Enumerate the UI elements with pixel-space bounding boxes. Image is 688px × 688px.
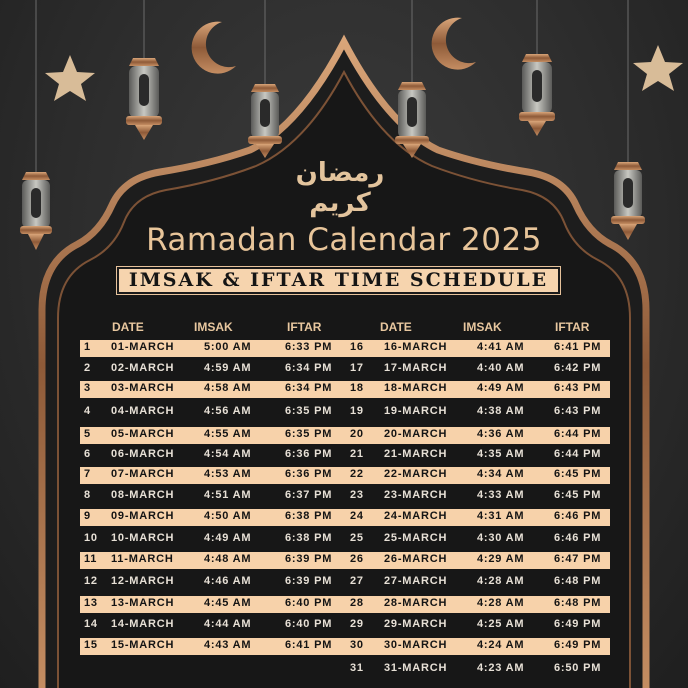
- right-date-cell: 22-MARCH: [384, 468, 448, 480]
- right-imsak-cell: 4:38 AM: [477, 405, 525, 417]
- right-day-number-cell: 20: [350, 428, 364, 440]
- right-iftar-cell: 6:41 PM: [554, 341, 602, 353]
- left-date-cell: 14-MARCH: [111, 618, 175, 630]
- left-iftar-cell: 6:41 PM: [285, 639, 333, 651]
- left-imsak-cell: 4:45 AM: [204, 597, 252, 609]
- left-imsak-cell: 4:50 AM: [204, 510, 252, 522]
- left-day-number-cell: 13: [84, 597, 98, 609]
- left-date-cell: 03-MARCH: [111, 382, 175, 394]
- left-imsak-cell: 4:55 AM: [204, 428, 252, 440]
- right-iftar-cell: 6:48 PM: [554, 575, 602, 587]
- page-title: Ramadan Calendar 2025: [146, 222, 542, 258]
- table-row: [80, 381, 610, 398]
- right-day-number-cell: 27: [350, 575, 364, 587]
- left-imsak-cell: 4:59 AM: [204, 362, 252, 374]
- right-iftar-cell: 6:46 PM: [554, 532, 602, 544]
- right-imsak-cell: 4:49 AM: [477, 382, 525, 394]
- left-date-cell: 05-MARCH: [111, 428, 175, 440]
- header-date-right: DATE: [380, 320, 412, 334]
- table-row: [80, 531, 610, 548]
- right-imsak-cell: 4:33 AM: [477, 489, 525, 501]
- left-day-number-cell: 2: [84, 362, 91, 374]
- right-date-cell: 21-MARCH: [384, 448, 448, 460]
- left-date-cell: 13-MARCH: [111, 597, 175, 609]
- right-day-number-cell: 16: [350, 341, 364, 353]
- left-iftar-cell: 6:40 PM: [285, 597, 333, 609]
- right-date-cell: 24-MARCH: [384, 510, 448, 522]
- left-iftar-cell: 6:36 PM: [285, 468, 333, 480]
- left-day-number-cell: 14: [84, 618, 98, 630]
- table-row: [80, 404, 610, 421]
- table-row: [80, 467, 610, 484]
- right-imsak-cell: 4:35 AM: [477, 448, 525, 460]
- lantern-icon: [611, 0, 645, 240]
- left-date-cell: 12-MARCH: [111, 575, 175, 587]
- right-iftar-cell: 6:49 PM: [554, 618, 602, 630]
- right-day-number-cell: 30: [350, 639, 364, 651]
- right-iftar-cell: 6:44 PM: [554, 428, 602, 440]
- left-iftar-cell: 6:39 PM: [285, 553, 333, 565]
- right-iftar-cell: 6:43 PM: [554, 382, 602, 394]
- left-date-cell: 01-MARCH: [111, 341, 175, 353]
- left-day-number-cell: 12: [84, 575, 98, 587]
- star-icon: [633, 45, 683, 91]
- table-row: [80, 638, 610, 655]
- lantern-icon: [20, 0, 52, 250]
- right-imsak-cell: 4:30 AM: [477, 532, 525, 544]
- right-date-cell: 23-MARCH: [384, 489, 448, 501]
- left-day-number-cell: 5: [84, 428, 91, 440]
- subtitle-banner: [117, 267, 560, 294]
- left-day-number-cell: 6: [84, 448, 91, 460]
- lantern-icon: [248, 0, 282, 158]
- right-day-number-cell: 19: [350, 405, 364, 417]
- right-date-cell: 26-MARCH: [384, 553, 448, 565]
- table-row: [80, 596, 610, 613]
- table-row: [80, 661, 610, 678]
- left-day-number-cell: 10: [84, 532, 98, 544]
- left-day-number-cell: 7: [84, 468, 91, 480]
- right-iftar-cell: 6:46 PM: [554, 510, 602, 522]
- right-iftar-cell: 6:47 PM: [554, 553, 602, 565]
- left-imsak-cell: 4:44 AM: [204, 618, 252, 630]
- table-row: [80, 574, 610, 591]
- left-imsak-cell: 4:51 AM: [204, 489, 252, 501]
- right-day-number-cell: 31: [350, 662, 364, 674]
- left-iftar-cell: 6:35 PM: [285, 405, 333, 417]
- left-imsak-cell: 5:00 AM: [204, 341, 252, 353]
- table-row: [80, 488, 610, 505]
- left-iftar-cell: 6:35 PM: [285, 428, 333, 440]
- right-date-cell: 25-MARCH: [384, 532, 448, 544]
- left-iftar-cell: 6:38 PM: [285, 532, 333, 544]
- right-date-cell: 16-MARCH: [384, 341, 448, 353]
- table-row: [80, 552, 610, 569]
- table-row: [80, 447, 610, 464]
- right-day-number-cell: 23: [350, 489, 364, 501]
- left-day-number-cell: 15: [84, 639, 98, 651]
- left-date-cell: 04-MARCH: [111, 405, 175, 417]
- left-date-cell: 10-MARCH: [111, 532, 175, 544]
- left-date-cell: 06-MARCH: [111, 448, 175, 460]
- right-date-cell: 17-MARCH: [384, 362, 448, 374]
- right-imsak-cell: 4:24 AM: [477, 639, 525, 651]
- crescent-moon-icon: [192, 22, 236, 74]
- right-date-cell: 19-MARCH: [384, 405, 448, 417]
- table-row: [80, 617, 610, 634]
- header-date-left: DATE: [112, 320, 144, 334]
- left-date-cell: 08-MARCH: [111, 489, 175, 501]
- left-date-cell: 09-MARCH: [111, 510, 175, 522]
- left-date-cell: 11-MARCH: [111, 553, 174, 565]
- right-iftar-cell: 6:44 PM: [554, 448, 602, 460]
- left-date-cell: 15-MARCH: [111, 639, 175, 651]
- left-day-number-cell: 1: [84, 341, 91, 353]
- right-day-number-cell: 21: [350, 448, 364, 460]
- right-date-cell: 20-MARCH: [384, 428, 448, 440]
- right-imsak-cell: 4:41 AM: [477, 341, 525, 353]
- header-imsak-left: IMSAK: [194, 320, 233, 334]
- right-iftar-cell: 6:45 PM: [554, 489, 602, 501]
- left-date-cell: 07-MARCH: [111, 468, 175, 480]
- left-imsak-cell: 4:54 AM: [204, 448, 252, 460]
- header-imsak-right: IMSAK: [463, 320, 502, 334]
- right-date-cell: 30-MARCH: [384, 639, 448, 651]
- left-iftar-cell: 6:40 PM: [285, 618, 333, 630]
- right-day-number-cell: 22: [350, 468, 364, 480]
- right-iftar-cell: 6:49 PM: [554, 639, 602, 651]
- lantern-icon: [519, 0, 555, 136]
- left-imsak-cell: 4:53 AM: [204, 468, 252, 480]
- right-day-number-cell: 17: [350, 362, 364, 374]
- right-day-number-cell: 29: [350, 618, 364, 630]
- left-iftar-cell: 6:33 PM: [285, 341, 333, 353]
- right-iftar-cell: 6:45 PM: [554, 468, 602, 480]
- right-day-number-cell: 25: [350, 532, 364, 544]
- left-iftar-cell: 6:34 PM: [285, 362, 333, 374]
- left-day-number-cell: 4: [84, 405, 91, 417]
- lantern-icon: [395, 0, 429, 158]
- left-imsak-cell: 4:58 AM: [204, 382, 252, 394]
- right-date-cell: 29-MARCH: [384, 618, 448, 630]
- star-icon: [45, 55, 95, 101]
- left-iftar-cell: 6:34 PM: [285, 382, 333, 394]
- left-day-number-cell: 8: [84, 489, 91, 501]
- left-imsak-cell: 4:56 AM: [204, 405, 252, 417]
- left-day-number-cell: 11: [84, 553, 98, 565]
- subtitle: IMSAK & IFTAR TIME SCHEDULE: [128, 269, 549, 291]
- right-iftar-cell: 6:42 PM: [554, 362, 602, 374]
- left-iftar-cell: 6:39 PM: [285, 575, 333, 587]
- left-imsak-cell: 4:46 AM: [204, 575, 252, 587]
- right-imsak-cell: 4:34 AM: [477, 468, 525, 480]
- left-day-number-cell: 9: [84, 510, 91, 522]
- header-iftar-right: IFTAR: [555, 320, 590, 334]
- right-date-cell: 31-MARCH: [384, 662, 448, 674]
- crescent-moon-icon: [432, 18, 476, 70]
- right-imsak-cell: 4:28 AM: [477, 597, 525, 609]
- right-imsak-cell: 4:31 AM: [477, 510, 525, 522]
- right-imsak-cell: 4:40 AM: [477, 362, 525, 374]
- right-iftar-cell: 6:50 PM: [554, 662, 602, 674]
- lantern-icon: [126, 0, 162, 140]
- right-iftar-cell: 6:43 PM: [554, 405, 602, 417]
- ramadan-kareem-calligraphy: رمضان كريم: [295, 158, 385, 218]
- table-row: [80, 509, 610, 526]
- left-iftar-cell: 6:38 PM: [285, 510, 333, 522]
- right-iftar-cell: 6:48 PM: [554, 597, 602, 609]
- table-row: [80, 340, 610, 357]
- right-date-cell: 18-MARCH: [384, 382, 448, 394]
- table-row: [80, 427, 610, 444]
- left-date-cell: 02-MARCH: [111, 362, 175, 374]
- left-imsak-cell: 4:43 AM: [204, 639, 252, 651]
- right-date-cell: 27-MARCH: [384, 575, 448, 587]
- table-row: [80, 361, 610, 378]
- right-day-number-cell: 24: [350, 510, 364, 522]
- right-day-number-cell: 26: [350, 553, 364, 565]
- left-day-number-cell: 3: [84, 382, 91, 394]
- right-day-number-cell: 18: [350, 382, 364, 394]
- left-iftar-cell: 6:37 PM: [285, 489, 333, 501]
- right-imsak-cell: 4:23 AM: [477, 662, 525, 674]
- right-date-cell: 28-MARCH: [384, 597, 448, 609]
- right-imsak-cell: 4:28 AM: [477, 575, 525, 587]
- right-imsak-cell: 4:36 AM: [477, 428, 525, 440]
- header-iftar-left: IFTAR: [287, 320, 322, 334]
- right-day-number-cell: 28: [350, 597, 364, 609]
- left-iftar-cell: 6:36 PM: [285, 448, 333, 460]
- left-imsak-cell: 4:49 AM: [204, 532, 252, 544]
- left-imsak-cell: 4:48 AM: [204, 553, 252, 565]
- right-imsak-cell: 4:25 AM: [477, 618, 525, 630]
- right-imsak-cell: 4:29 AM: [477, 553, 525, 565]
